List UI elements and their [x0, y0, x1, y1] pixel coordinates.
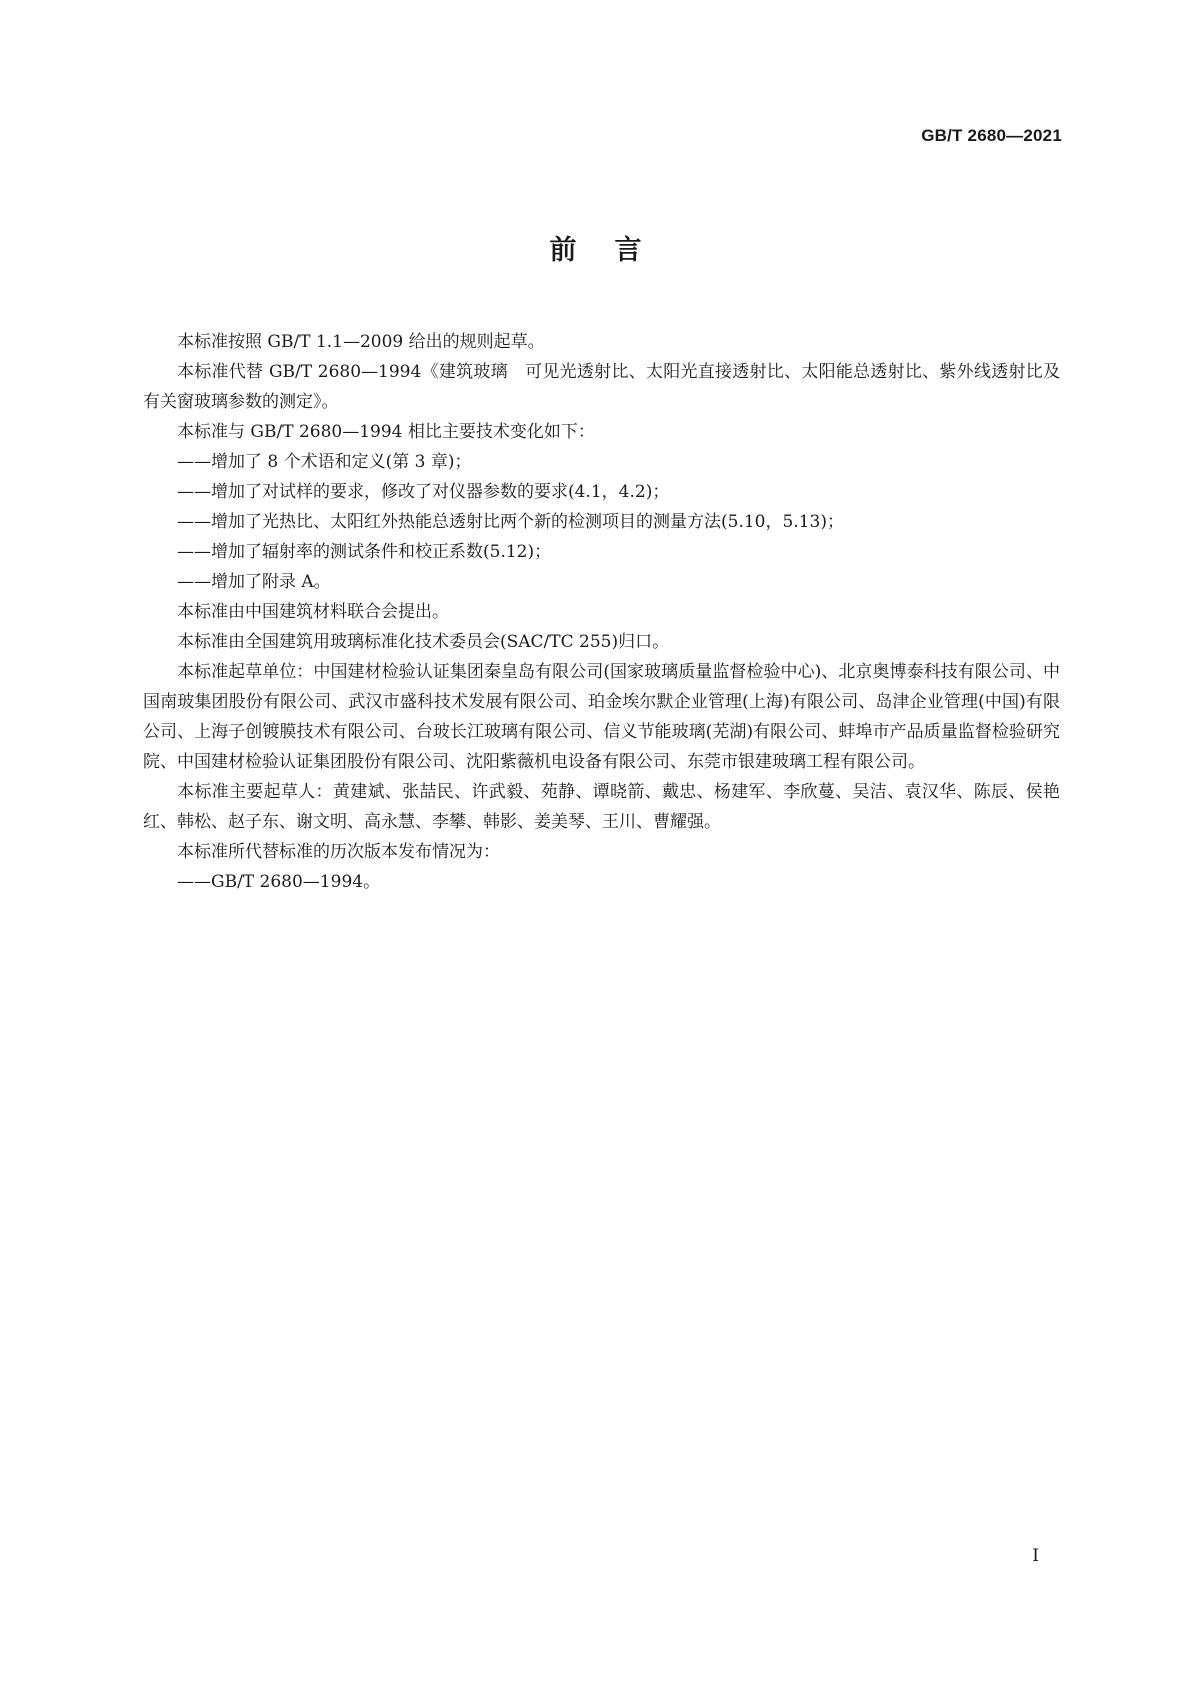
paragraph-drafting-units: 本标准起草单位：中国建材检验认证集团秦皇岛有限公司(国家玻璃质量监督检验中心)、北京奥博泰科技有限公司、中国南玻集团股份有限公司、武汉市盛科技术发展有限公司、珀金埃尔默企业管理(上海)有限公司、岛津企业管理(中国)有限公司、上海子创镀膜技术有限公司、台玻长江玻璃有限公司、信义节能玻璃(芜湖)有限公司、蚌埠市产品质量监督检验研究院、中国建材检验认证集团股份有限公司、沈阳紫薇机电设备有限公司、东莞市银建玻璃工程有限公司。 [143, 662, 1060, 772]
standard-number: GB/T 2680—2021 [921, 126, 1062, 145]
foreword-body [143, 327, 1060, 897]
paragraph-drafters: 本标准主要起草人：黄建斌、张喆民、许武毅、苑静、谭晓箭、戴忠、杨建军、李欣蔓、吴洁、袁汉华、陈辰、侯艳红、韩松、赵子东、谢文明、高永慧、李攀、韩影、姜美琴、王川、曹耀强。 [143, 782, 1060, 832]
paragraph-history-intro: 本标准所代替标准的历次版本发布情况为： [177, 842, 500, 862]
history-item: ——GB/T 2680—1994。 [177, 872, 381, 892]
change-item: ——增加了光热比、太阳红外热能总透射比两个新的检测项目的测量方法(5.10，5.13)； [177, 512, 844, 532]
change-item: ——增加了辐射率的测试条件和校正系数(5.12)； [177, 542, 552, 562]
change-item: ——增加了附录 A。 [177, 572, 331, 592]
paragraph-proposed-by: 本标准由中国建筑材料联合会提出。 [177, 602, 449, 622]
paragraph-replaces: 本标准代替 GB/T 2680—1994《建筑玻璃 可见光透射比、太阳光直接透射比、太阳能总透射比、紫外线透射比及有关窗玻璃参数的测定》。 [143, 362, 1060, 412]
change-item: ——增加了对试样的要求，修改了对仪器参数的要求(4.1，4.2)； [177, 482, 670, 502]
change-item: ——增加了 8 个术语和定义(第 3 章)； [177, 452, 472, 472]
paragraph-drafting-rules: 本标准按照 GB/T 1.1—2009 给出的规则起草。 [177, 332, 545, 352]
paragraph-centralized-by: 本标准由全国建筑用玻璃标准化技术委员会(SAC/TC 255)归口。 [177, 632, 670, 652]
page-title: 前言 [549, 235, 680, 266]
paragraph-changes-intro: 本标准与 GB/T 2680—1994 相比主要技术变化如下： [177, 422, 595, 442]
page-number: I [1032, 1546, 1039, 1566]
